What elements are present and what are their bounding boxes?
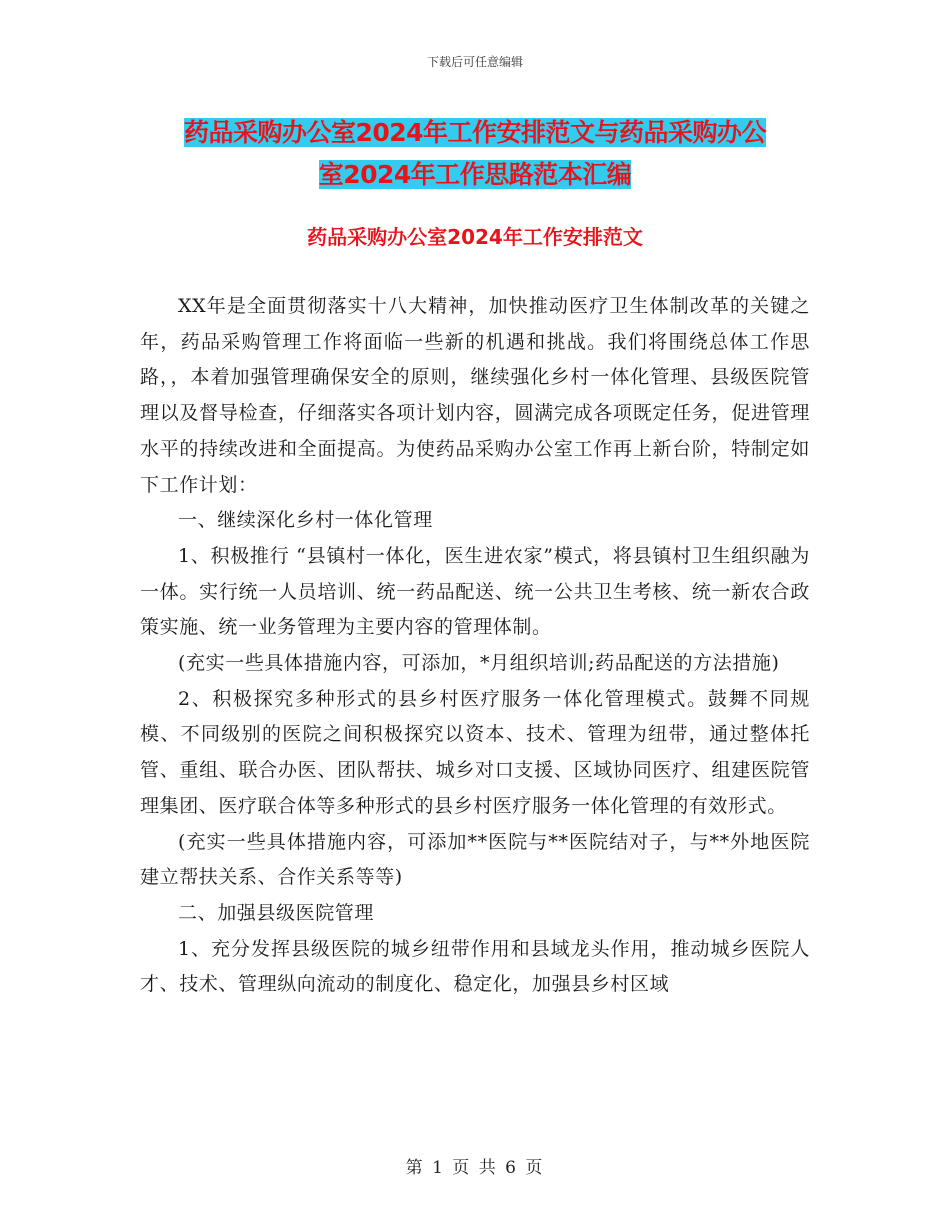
paragraph-item-3: 1、充分发挥县级医院的城乡纽带作用和县域龙头作用，推动城乡医院人才、技术、管理纵向流动的制度化、稳定化，加强县乡村区域 — [140, 937, 810, 996]
paragraph-item-2: 2、积极探究多种形式的县乡村医疗服务一体化管理模式。鼓舞不同规模、不同级别的医院之间积极探究以资本、技术、管理为纽带，通过整体托管、重组、联合办医、团队帮扶、城乡对口支援、区域协同医疗、组建医院管理集团、医疗联合体等多种形式的县乡村医疗服务一体化管理的有效形式。 — [140, 687, 810, 817]
header-note: 下载后可任意编辑 — [426, 55, 523, 69]
paragraph-intro: XX年是全面贯彻落实十八大精神，加快推动医疗卫生体制改革的关键之年，药品采购管理工作将面临一些新的机遇和挑战。我们将围绕总体工作思路，，本着加强管理确保安全的原则，继续强化乡村一体化管理、县级医院管理以及督导检查，仔细落实各项计划内容，圆满完成各项既定任务，促进管理水平的持续改进和全面提高。为使药品采购办公室工作再上新台阶，特制定如下工作计划： — [140, 295, 810, 496]
section-title: 药品采购办公室2024年工作安排范文 — [307, 225, 643, 249]
paragraph-item-1: 1、积极推行 “县镇村一体化，医生进农家”模式，将县镇村卫生组织融为一体。实行统一人员培训、统一药品配送、统一公共卫生考核、统一新农合政策实施、统一业务管理为主要内容的管理体制。 — [140, 544, 810, 639]
paragraph-note-2: (充实一些具体措施内容，可添加**医院与**医院结对子，与**外地医院建立帮扶关系、合作关系等等) — [140, 830, 810, 889]
document-title-line1: 药品采购办公室2024年工作安排范文与药品采购办公 — [183, 118, 767, 147]
page-number: 第 1 页 共 6 页 — [405, 1158, 545, 1178]
heading-section-1: 一、继续深化乡村一体化管理 — [178, 509, 433, 532]
paragraph-note-1: (充实一些具体措施内容，可添加，*月组织培训;药品配送的方法措施) — [178, 652, 780, 675]
document-title — [140, 112, 810, 196]
heading-section-2: 二、加强县级医院管理 — [178, 901, 375, 924]
document-body — [140, 289, 810, 1003]
document-title-line2: 室2024年工作思路范本汇编 — [318, 160, 632, 189]
